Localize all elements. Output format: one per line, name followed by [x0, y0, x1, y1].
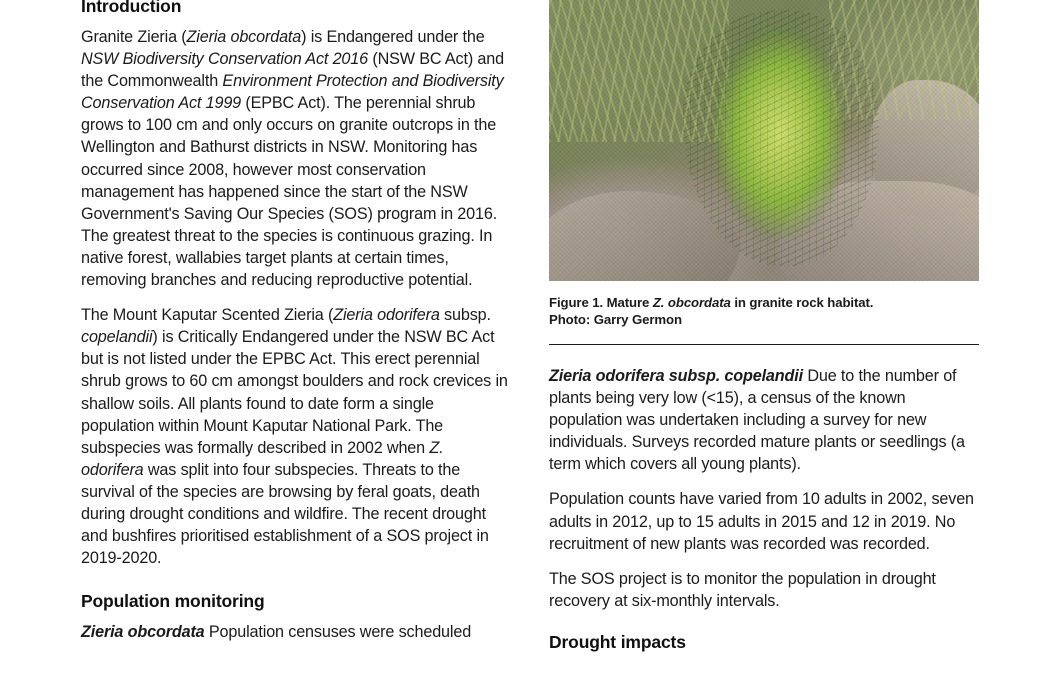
figure-1-photo	[549, 0, 979, 281]
paragraph-population-counts: Population counts have varied from 10 adults in 2002, seven adults in 2012, up to 15 adults in 2015 and 12 in 2019. No recruitment of new plants was recorded was recorded.	[549, 490, 974, 553]
heading-drought-impacts: Drought impacts	[549, 631, 686, 652]
paragraph-mount-kaputar-zieria: The Mount Kaputar Scented Zieria (Zieria odorifera subsp. copelandii) is Critically Endangered under the NSW BC Act but is not listed under the EPBC Act. This erect perennial shrub grows to 60 cm amongst boulders and rock crevices in shallow soils. All plants found to date form a single population within Mount Kaputar National Park. The subspecies was formally described in 2002 when Z. odorifera was split into four subspecies. Threats to the survival of the species are browsing by feral goats, death during drought conditions and wildfire. The recent drought and bushfires prioritised establishment of a SOS project in 2019-2020.	[81, 306, 508, 568]
horizontal-divider	[549, 344, 979, 345]
figure-1-caption	[549, 294, 979, 328]
paragraph-sos-project: The SOS project is to monitor the population in drought recovery at six-monthly intervals.	[549, 569, 936, 610]
paragraph-granite-zieria: Granite Zieria (Zieria obcordata) is Endangered under the NSW Biodiversity Conservation Act 2016 (NSW BC Act) and the Commonwealth Environment Protection and Biodiversity Conservation Act 1999 (EPBC Act). The perennial shrub grows to 100 cm and only occurs on granite outcrops in the Wellington and Bathurst districts in NSW. Monitoring has occurred since 2008, however most conservation management has happened since the start of the NSW Government's Saving Our Species (SOS) program in 2016. The greatest threat to the species is continuous grazing. In native forest, wallabies target plants at certain times, removing branches and reducing reproductive potential.	[81, 28, 504, 290]
population-lead-text: Population censuses were scheduled	[204, 623, 472, 642]
photo-grain-overlay	[549, 0, 979, 281]
caption-species: Z. obcordata	[652, 295, 731, 310]
figure-1	[549, 0, 979, 328]
heading-introduction: Introduction	[81, 0, 182, 16]
caption-suffix: in granite rock habitat.	[730, 295, 874, 310]
right-column	[549, 0, 979, 662]
species-name-odorifera: Zieria odorifera subsp. copelandii	[549, 367, 803, 385]
species-name-obcordata: Zieria obcordata	[81, 623, 205, 642]
caption-prefix: Figure 1. Mature	[549, 295, 653, 310]
caption-photo-credit: Photo: Garry Germon	[549, 312, 682, 327]
odorifera-census-text: Due to the number of plants being very low (<15), a census of the known population was undertaken including a survey for new individuals. Surveys recorded mature plants or seedlings (a term which covers all young plants).	[549, 367, 965, 474]
left-column	[81, 0, 509, 643]
paragraph-odorifera-census	[549, 365, 979, 475]
paragraph-population-lead	[81, 621, 509, 643]
heading-population-monitoring: Population monitoring	[81, 591, 265, 612]
